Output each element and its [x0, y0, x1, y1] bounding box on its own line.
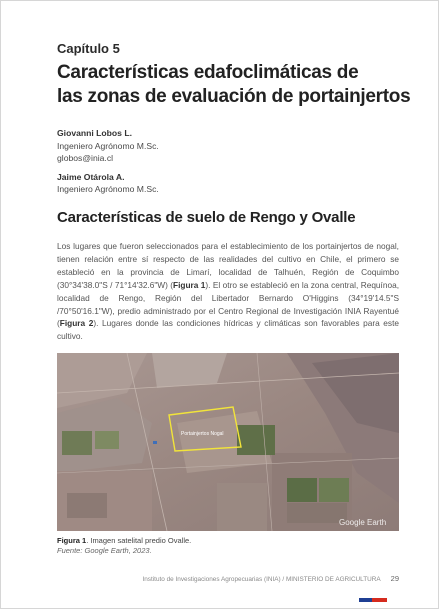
author-name: Giovanni Lobos L. [57, 128, 132, 138]
author-role: Ingeniero Agrónomo M.Sc. [57, 140, 159, 151]
title-line-2: las zonas de evaluación de portainjertos [57, 86, 411, 107]
figure-source: Fuente: Google Earth, 2023. [57, 546, 152, 555]
page-footer [57, 574, 399, 583]
author-email[interactable]: globos@inia.cl [57, 153, 114, 163]
figure-1-reference[interactable]: Figura 1 [173, 279, 206, 290]
body-text-part-2: ). El otro se estableció en la zona central, Requínoa, localidad de Rengo, Región del Libertador Bernardo O'Higgins (34°19'14.5"S /70°50'16.1"W), predio administrado por el Centro Regional de Investigación INIA Rayentué ( [57, 279, 399, 329]
authors-block [57, 127, 159, 202]
google-earth-watermark: Google Earth [339, 518, 387, 527]
satellite-image-graphic [57, 353, 399, 531]
caption-line [57, 536, 191, 546]
page-title [57, 61, 417, 109]
flag-red-segment [372, 598, 387, 602]
author-2 [57, 171, 159, 196]
chapter-label: Capítulo 5 [57, 41, 120, 56]
author-role: Ingeniero Agrónomo M.Sc. [57, 184, 159, 194]
body-paragraph [57, 240, 399, 343]
footer-institution: Instituto de Investigaciones Agropecuarias (INIA) / MINISTERIO DE AGRICULTURA [142, 576, 381, 583]
section-heading: Características de suelo de Rengo y Ovalle [57, 209, 356, 226]
caption-figure-label: Figura 1 [57, 536, 87, 545]
title-line-1: Características edafoclimáticas de [57, 62, 359, 83]
overlay-label: Portainjertos Nogal [181, 431, 224, 437]
page-number: 29 [390, 574, 399, 583]
body-text-part-3: ). Lugares donde las condiciones hídricas y climáticas son favorables para este cultivo. [57, 318, 399, 342]
figure-caption [57, 536, 191, 556]
body-text-part-1: Los lugares que fueron seleccionados para el establecimiento de los portainjertos de nogal, tienen relación entre sí respecto de las realidades del cultivo en Chile, el primero se estableció en la provincia de Limarí, localidad de Talhuén, Región de Coquimbo (30°34'38.0"S / 71°14'32.6"W) ( [57, 241, 399, 290]
satellite-image [57, 353, 399, 531]
figure-2-reference[interactable]: Figura 2 [59, 318, 94, 329]
author-1 [57, 127, 159, 165]
caption-text: . Imagen satelital predio Ovalle. [86, 536, 192, 545]
author-name: Jaime Otárola A. [57, 171, 125, 182]
flag-stripe [359, 598, 387, 602]
flag-blue-segment [359, 598, 372, 602]
